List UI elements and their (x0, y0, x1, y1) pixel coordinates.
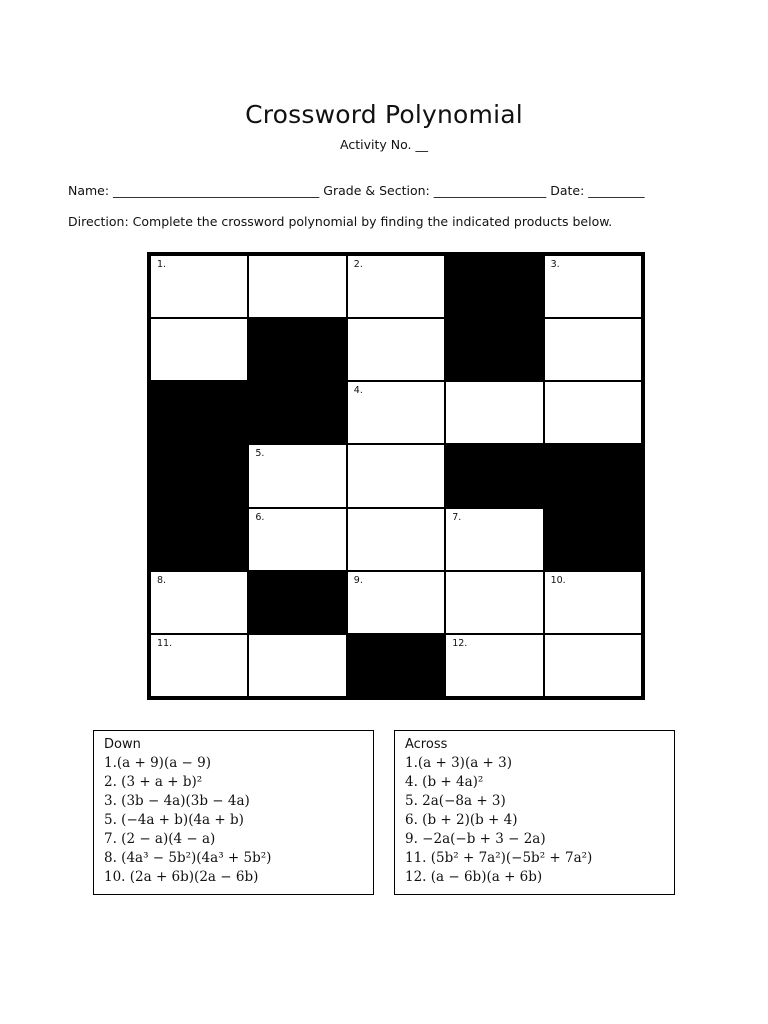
across-clue: 1.(a + 3)(a + 3) (405, 755, 513, 771)
cell-number: 7. (452, 511, 462, 523)
across-clue: 6. (b + 2)(b + 4) (405, 812, 518, 828)
crossword-black-cell (544, 444, 642, 507)
down-clue: 8. (4a³ − 5b²)(4a³ + 5b²) (104, 850, 272, 866)
crossword-cell[interactable] (347, 508, 445, 571)
crossword-black-cell (445, 318, 543, 381)
crossword-cell[interactable] (150, 255, 248, 318)
crossword-cell[interactable] (445, 571, 543, 634)
cell-number: 5. (255, 448, 265, 460)
crossword-cell[interactable] (150, 634, 248, 697)
cell-number: 2. (353, 259, 363, 270)
crossword-cell[interactable] (248, 508, 346, 571)
crossword-cell[interactable] (544, 255, 642, 318)
crossword-black-cell (248, 571, 346, 634)
down-clue: 5. (−4a + b)(4a + b) (104, 812, 244, 828)
crossword-cell[interactable] (347, 255, 445, 318)
down-clue: 3. (3b − 4a)(3b − 4a) (104, 793, 250, 809)
crossword-cell[interactable] (248, 634, 346, 697)
crossword-cell[interactable] (248, 444, 346, 507)
crossword-cell[interactable] (347, 381, 445, 444)
crossword-grid (147, 252, 645, 700)
crossword-cell[interactable] (150, 571, 248, 634)
down-clues-box (93, 730, 374, 895)
crossword-cell[interactable] (248, 255, 346, 318)
crossword-black-cell (445, 255, 543, 318)
crossword-black-cell (150, 508, 248, 571)
cell-number: 4. (353, 385, 363, 397)
across-clue: 11. (5b² + 7a²)(−5b² + 7a²) (405, 850, 593, 866)
crossword-cell[interactable] (544, 381, 642, 444)
cell-number: 12. (452, 637, 468, 649)
page-title: Crossword Polynomial (245, 100, 523, 129)
student-info-line: Name: _________________________________ Grade & Section: __________________ Date: _________ (68, 183, 645, 198)
down-clue: 10. (2a + 6b)(2a − 6b) (104, 869, 259, 885)
across-clues-box (394, 730, 675, 895)
across-heading: Across (405, 737, 448, 752)
crossword-black-cell (248, 318, 346, 381)
crossword-cell[interactable] (544, 318, 642, 381)
crossword-cell[interactable] (150, 318, 248, 381)
across-clue: 12. (a − 6b)(a + 6b) (405, 869, 543, 885)
crossword-black-cell (347, 634, 445, 697)
crossword-cell[interactable] (347, 571, 445, 634)
crossword-cell[interactable] (445, 634, 543, 697)
activity-number: Activity No. __ (340, 137, 428, 152)
crossword-cell[interactable] (347, 318, 445, 381)
crossword-black-cell (544, 508, 642, 571)
cell-number: 1. (157, 259, 167, 270)
across-clue: 9. −2a(−b + 3 − 2a) (405, 831, 546, 847)
crossword-cell[interactable] (445, 381, 543, 444)
down-heading: Down (104, 737, 141, 752)
cell-number: 6. (255, 511, 265, 523)
crossword-black-cell (150, 444, 248, 507)
cell-number: 11. (157, 637, 173, 649)
crossword-cell[interactable] (347, 444, 445, 507)
crossword-black-cell (445, 444, 543, 507)
cell-number: 9. (353, 574, 363, 586)
direction-text: Direction: Complete the crossword polynomial by finding the indicated products below. (68, 214, 613, 229)
crossword-black-cell (150, 381, 248, 444)
across-clue: 5. 2a(−8a + 3) (405, 793, 506, 809)
down-clue: 7. (2 − a)(4 − a) (104, 831, 216, 847)
down-clue: 2. (3 + a + b)² (104, 774, 203, 790)
crossword-black-cell (248, 381, 346, 444)
crossword-cell[interactable] (445, 508, 543, 571)
crossword-cell[interactable] (544, 571, 642, 634)
cell-number: 8. (157, 574, 167, 586)
cell-number: 10. (550, 574, 566, 586)
cell-number: 3. (550, 259, 560, 270)
down-clue: 1.(a + 9)(a − 9) (104, 755, 212, 771)
crossword-cell[interactable] (544, 634, 642, 697)
across-clue: 4. (b + 4a)² (405, 774, 484, 790)
